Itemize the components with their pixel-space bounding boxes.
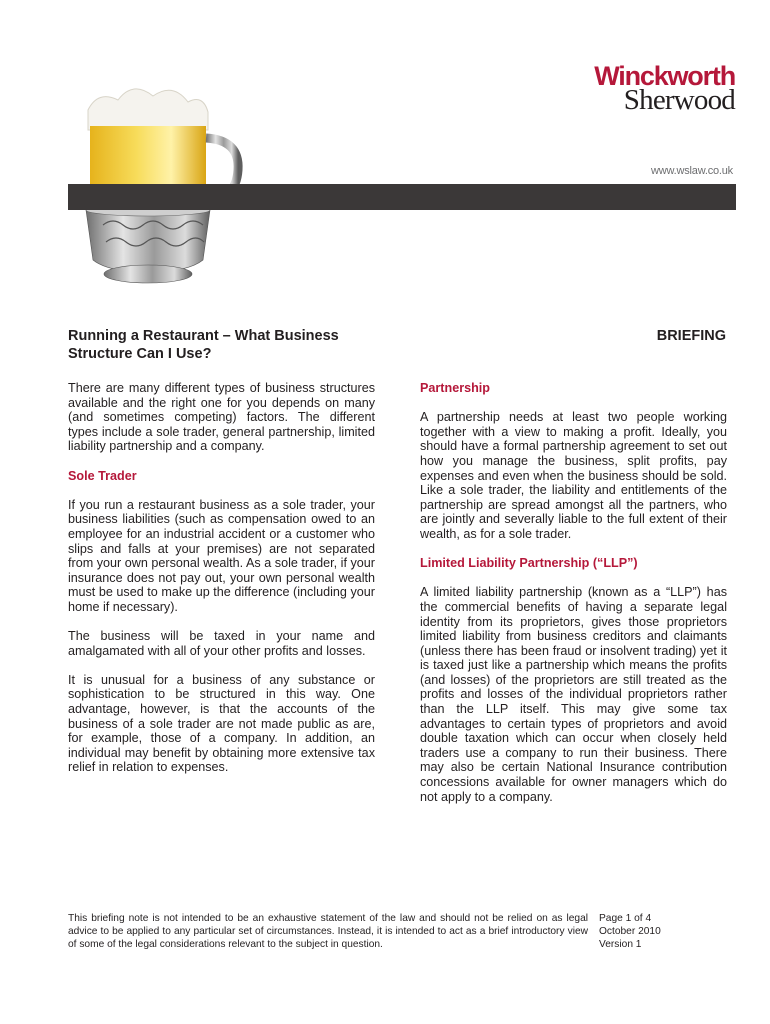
left-column bbox=[68, 381, 375, 790]
sole-trader-paragraph-3: It is unusual for a business of any substance or sophistication to be structured in this way. One advantage, however, is that the accounts of the business of a sole trader are not made public as are, for example, those of a company. In addition, an individual may benefit by obtaining more extensive tax relief in relation to expenses. bbox=[68, 672, 375, 775]
page-number: Page 1 of 4 bbox=[599, 913, 652, 924]
sole-trader-paragraph-2: The business will be taxed in your name and amalgamated with all of your other profits and losses. bbox=[68, 629, 375, 658]
footer-disclaimer: This briefing note is not intended to be an exhaustive statement of the law and should not be relied on as legal advice to be applied to any particular set of circumstances. Instead, it is intended to act as a brief introductory view of some of the legal considerations relevant to the subject in question. bbox=[68, 913, 588, 950]
logo-wordmark-line2: Sherwood bbox=[623, 84, 735, 116]
footer-meta bbox=[599, 912, 729, 951]
document-title: Running a Restaurant – What Business Structure Can I Use? bbox=[68, 328, 339, 362]
llp-paragraph: A limited liability partnership (known as a “LLP”) has the commercial benefits of having a separate legal identity from its proprietors, gives those proprietors limited liability from business creditors and claimants (unless there has been fraud or insolvent trading) yet it is taxed just like a partnership which means the profits (and losses) of the proprietors are still treated as the profits and losses of the individual proprietors rather than the LLP itself. This may give some tax advantages to certain types of proprietors and avoid double taxation which can occur when closely held traders use a company to run their business. There may also be certain National Insurance contribution concessions available for owner managers which do not apply to a company. bbox=[420, 585, 727, 804]
header-band bbox=[68, 184, 736, 210]
partnership-paragraph: A partnership needs at least two people working together with a view to making a profit. Ideally, you should have a formal partnership agreement to set out how you manage the business, split profits, pay expenses and even when the business should be sold. Like a sole trader, the liability and entitlements of the partnership are spread amongst all the partners, who are jointly and severally liable to the full extent of their wealth, as for a sole trader. bbox=[420, 410, 727, 541]
sole-trader-paragraph-1: If you run a restaurant business as a sole trader, your business liabilities (such as compensation owed to an employee for an industrial accident or a customer who slips and falls at your premises) are not separated from your own personal wealth. As a sole trader, if your insurance does not pay out, your own personal wealth must be used to make up the difference (including your home if necessary). bbox=[68, 497, 375, 614]
document-version: Version 1 bbox=[599, 939, 642, 950]
intro-paragraph: There are many different types of business structures available and the right one for you depends on many (and sometimes competing) factors. The different types include a sole trader, general partnership, limited liability partnership and a company. bbox=[68, 381, 375, 454]
sole-trader-heading: Sole Trader bbox=[68, 468, 137, 483]
llp-heading: Limited Liability Partnership (“LLP”) bbox=[420, 556, 638, 571]
document-date: October 2010 bbox=[599, 926, 661, 937]
beer-mug-image bbox=[58, 60, 258, 290]
right-column bbox=[420, 381, 727, 819]
document-type-label: BRIEFING bbox=[656, 328, 726, 344]
website-url: www.wslaw.co.uk bbox=[651, 165, 733, 177]
partnership-heading: Partnership bbox=[420, 381, 490, 395]
logo-wordmark-line1: Winckworth bbox=[594, 61, 735, 91]
